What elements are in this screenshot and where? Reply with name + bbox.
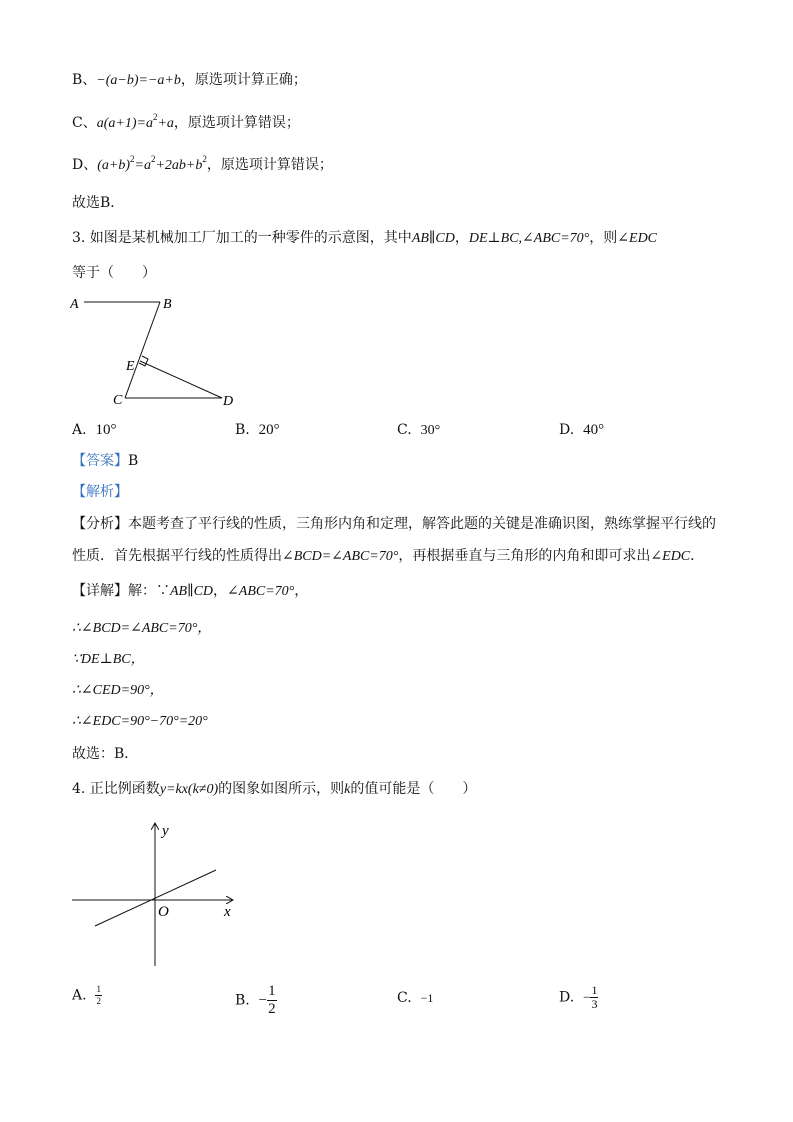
denominator: 2 (268, 1001, 276, 1017)
solution-c-line (72, 113, 300, 134)
label-c: C (113, 393, 123, 408)
solution-d-exponent-2: 2 (150, 154, 156, 164)
q3-figure (70, 292, 250, 412)
solution-b-note: ，原选项计算正确； (180, 72, 307, 88)
q4-option-b (235, 983, 277, 1018)
option-value: 30° (420, 423, 441, 438)
solution-d-expression-left: (a+b) (97, 158, 131, 173)
q3-stem-line1 (72, 228, 657, 249)
option-label: A. (72, 987, 87, 1004)
q3-detail-line (72, 581, 308, 602)
answer-tag: 【答案】 (72, 453, 128, 469)
q4-stem-text-2: 的图象如图所示，则 (218, 781, 345, 797)
sign: − (583, 989, 591, 1005)
answer-value: B (128, 453, 139, 469)
solution-c-expression-right: +a (157, 116, 174, 131)
option-label: C. (397, 990, 412, 1006)
q3-answer-line (72, 451, 138, 471)
solution-c-note: ，原选项计算错误； (173, 115, 300, 131)
fraction (95, 984, 102, 1007)
q3-stem-math-2: DE⊥BC,∠ABC=70° (468, 231, 590, 246)
analysis-math-1: ∠BCD=∠ABC=70° (282, 549, 399, 564)
option-label: C. (397, 422, 412, 438)
q3-step-4: ∴∠EDC=90°−70°=20° (72, 714, 208, 729)
segment-ed (140, 361, 222, 398)
x-axis-label: x (224, 904, 231, 920)
solution-b-prefix: B、 (72, 72, 97, 88)
q4-option-c (397, 988, 433, 1008)
option-label: D. (559, 989, 575, 1006)
fraction (590, 984, 598, 1011)
solution-d-expression-mid: =a (134, 158, 151, 173)
q3-stem-text-1: 3. 如图是某机械加工厂加工的一种零件的示意图，其中 (72, 230, 412, 246)
option-value: 40° (583, 422, 605, 438)
segment-bc (125, 302, 160, 398)
solution-d-exponent-1: 2 (130, 154, 135, 164)
q3-option-b (235, 420, 280, 440)
numerator: 1 (96, 984, 101, 994)
label-d: D (223, 394, 234, 409)
solution-d-note: ，原选项计算错误； (206, 157, 333, 173)
q3-option-a (72, 420, 116, 440)
numerator: 1 (268, 983, 276, 999)
sign: − (258, 992, 268, 1009)
detail-text-a: 【详解】解：∵ (72, 583, 170, 599)
q3-stem-text-2: ， (454, 230, 469, 246)
q3-option-c (397, 420, 440, 441)
origin-label: O (158, 904, 169, 920)
q3-analysis-line2 (72, 546, 704, 567)
option-label: B. (235, 992, 250, 1009)
q3-stem-math-3: ∠EDC (617, 231, 658, 246)
solution-d-expression-mid2: +2ab+b (155, 158, 203, 173)
detail-math-2: ∠ABC=70° (227, 584, 295, 599)
q4-stem-k: k (344, 782, 351, 797)
solution-d-exponent-3: 2 (202, 154, 207, 164)
q4-option-d (559, 984, 598, 1011)
option-value: 20° (258, 422, 280, 438)
y-axis-label: y (162, 823, 169, 839)
option-label: D. (559, 422, 575, 438)
q3-option-d (559, 420, 604, 440)
option-label: B. (235, 422, 250, 438)
detail-text-b: ， (213, 583, 228, 599)
analysis-math-2: ∠EDC (650, 549, 691, 564)
q3-stem-math-1: AB∥CD (411, 231, 455, 246)
q3-analysis-line1: 【分析】本题考查了平行线的性质，三角形内角和定理，解答此题的关键是准确识图，熟练掌握平行线的 (72, 516, 716, 532)
q4-stem-math: y=kx(k≠0) (159, 782, 219, 797)
numerator: 1 (591, 983, 598, 997)
q3-conclusion: 故选：B． (72, 746, 139, 762)
analysis-text-c: ． (690, 548, 705, 564)
q3-step-2: ∵DE⊥BC， (72, 652, 145, 667)
label-e: E (126, 359, 135, 374)
analysis-text-a: 性质．首先根据平行线的性质得出 (72, 548, 282, 564)
solution-b-line (72, 70, 307, 91)
solution-c-exponent: 2 (152, 112, 158, 122)
solution-conclusion: 故选B． (72, 195, 125, 211)
q3-step-3: ∴∠CED=90°， (72, 683, 164, 698)
q4-figure (70, 818, 250, 970)
q4-option-a (72, 984, 102, 1007)
option-value: 10° (95, 422, 117, 438)
fraction (267, 983, 277, 1018)
detail-text-c: ， (294, 583, 309, 599)
solution-b-expression: −(a−b)=−a+b (96, 73, 181, 88)
denominator: 3 (591, 997, 598, 1011)
denominator: 2 (96, 996, 101, 1006)
q3-analysis-tag: 【解析】 (72, 484, 128, 500)
label-b: B (163, 297, 172, 312)
option-value: −1 (420, 991, 434, 1005)
detail-math-1: AB∥CD (170, 584, 214, 599)
q4-stem-text-1: 4. 正比例函数 (72, 781, 160, 797)
q4-stem-text-3: 的值可能是（ ） (350, 781, 477, 797)
q3-stem-line2: 等于（ ） (72, 265, 156, 281)
solution-d-line (72, 155, 333, 176)
label-a: A (70, 297, 79, 312)
solution-c-expression-left: a(a+1)=a (96, 116, 153, 131)
option-label: A. (72, 422, 87, 438)
solution-d-prefix: D、 (72, 157, 98, 173)
analysis-text-b: ，再根据垂直与三角形的内角和即可求出 (398, 548, 651, 564)
solution-c-prefix: C、 (72, 115, 97, 131)
q4-stem (72, 779, 476, 800)
q3-step-1: ∴∠BCD=∠ABC=70°， (72, 621, 212, 636)
q3-stem-text-3: ，则 (589, 230, 618, 246)
